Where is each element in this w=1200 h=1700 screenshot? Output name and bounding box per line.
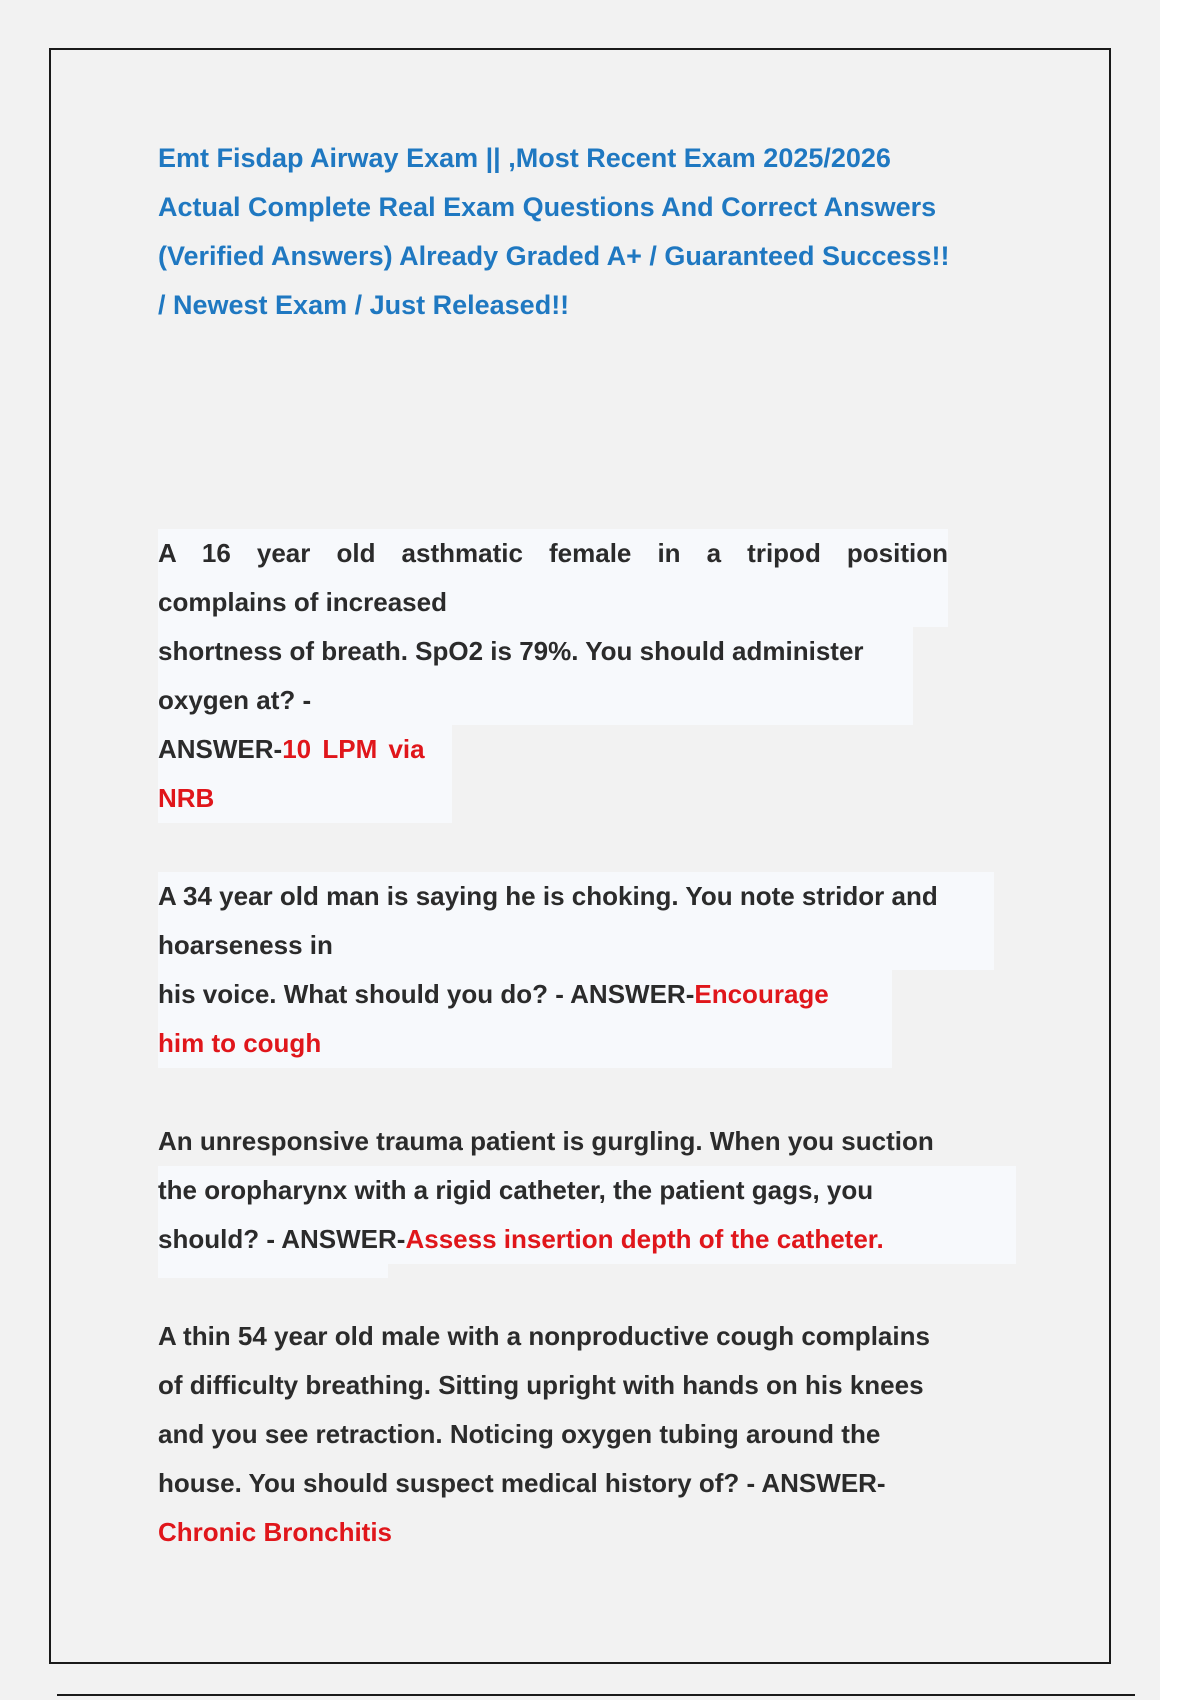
question-4-line-3: and you see retraction. Noticing oxygen tubing around the [158, 1419, 881, 1449]
title-line-2: Actual Complete Real Exam Questions And Correct Answers [158, 192, 937, 222]
question-1-line-3: shortness of breath. SpO2 is 79%. You should administer [158, 627, 913, 676]
answer-1-prefix: ANSWER- [158, 734, 283, 764]
question-2-line-3: his voice. What should you do? - ANSWER- [158, 979, 695, 1009]
page-edge-strip [1160, 0, 1200, 1700]
highlight-remnant [158, 1264, 388, 1278]
question-1-line-2: complains of increased [158, 578, 948, 627]
answer-4-line-1: Chronic Bronchitis [158, 1517, 393, 1547]
title-line-3: (Verified Answers) Already Graded A+ / Guaranteed Success!! [158, 241, 950, 271]
qa-block-3 [158, 1117, 1016, 1278]
qa-block-2 [158, 872, 994, 1068]
question-1-line-1: A 16 year old asthmatic female in a tripod position [158, 529, 948, 578]
answer-2-line-2: him to cough [158, 1019, 892, 1068]
question-4-line-1: A thin 54 year old male with a nonproductive cough complains [158, 1321, 930, 1351]
document-title [158, 134, 1038, 330]
qa-block-1 [158, 529, 948, 823]
answer-2-line-1: Encourage [694, 979, 829, 1009]
question-4-line-4: house. You should suspect medical history of? - ANSWER- [158, 1468, 886, 1498]
answer-1-line-2: NRB [158, 774, 452, 823]
question-3-line-3: should? - ANSWER- [158, 1224, 406, 1254]
question-2-line-2: hoarseness in [158, 921, 994, 970]
qa-block-4 [158, 1312, 930, 1557]
bottom-rule [57, 1694, 1135, 1696]
question-3-line-2: the oropharynx with a rigid catheter, the patient gags, you [158, 1166, 1016, 1215]
answer-3-line-1: Assess insertion depth of the catheter. [405, 1224, 884, 1254]
question-2-line-1: A 34 year old man is saying he is choking. You note stridor and [158, 872, 994, 921]
question-1-line-4: oxygen at? - [158, 676, 913, 725]
answer-1-line-1: 10 LPM via [282, 734, 425, 764]
question-3-line-1: An unresponsive trauma patient is gurgling. When you suction [158, 1126, 934, 1156]
question-4-line-2: of difficulty breathing. Sitting upright with hands on his knees [158, 1370, 924, 1400]
title-line-4: / Newest Exam / Just Released!! [158, 290, 570, 320]
title-line-1: Emt Fisdap Airway Exam || ,Most Recent Exam 2025/2026 [158, 143, 891, 173]
